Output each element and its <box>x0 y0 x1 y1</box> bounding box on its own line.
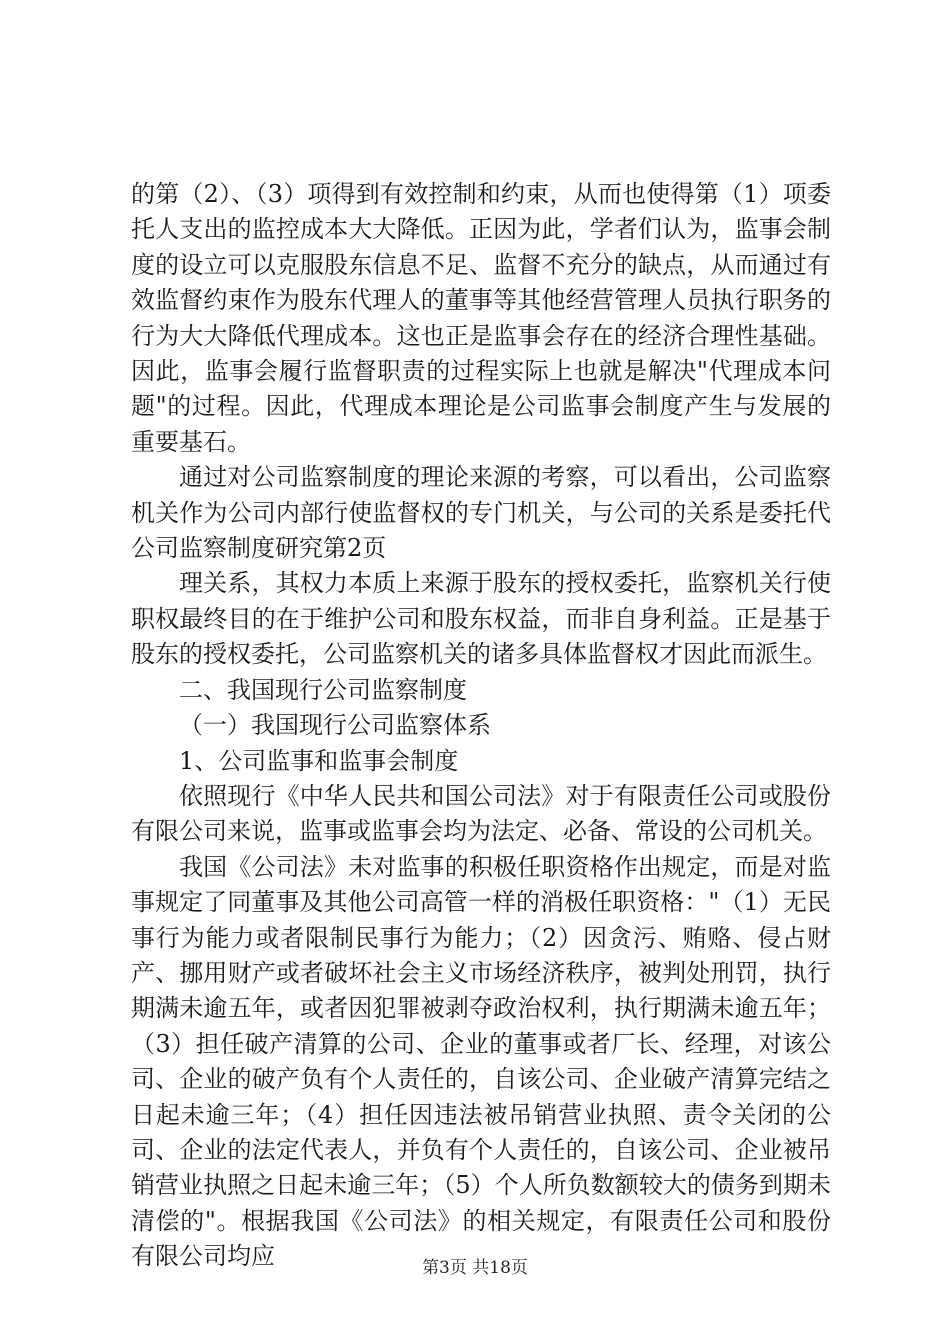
paragraph-3: 理关系，其权力本质上来源于股东的授权委托，监察机关行使职权最终目的在于维护公司和股东权益，而非自身利益。正是基于股东的授权委托，公司监察机关的诸多具体监督权才因此而派生。 <box>131 569 831 669</box>
paragraph-8: 我国《公司法》未对监事的积极任职资格作出规定，而是对监事规定了同董事及其他公司高管一样的消极任职资格："（1）无民事行为能力或者限制民事行为能力；（2）因贪污、贿赂、侵占财产、挪用财产或者破坏社会主义市场经济秩序，被判处刑罚，执行期满未逾五年，或者因犯罪被剥夺政治权利，执行期满未逾五年；（3）担任破产清算的公司、企业的董事或者厂长、经理，对该公司、企业的破产负有个人责任的，自该公司、企业破产清算完结之日起未逾三年；（4）担任因违法被吊销营业执照、责令关闭的公司、企业的法定代表人，并负有个人责任的，自该公司、企业被吊销营业执照之日起未逾三年；（5）个人所负数额较大的债务到期未清偿的"。根据我国《公司法》的相关规定，有限责任公司和股份有限公司均应 <box>131 852 831 1271</box>
paragraph-7: 依照现行《中华人民共和国公司法》对于有限责任公司或股份有限公司来说，监事或监事会均为法定、必备、常设的公司机关。 <box>131 781 831 846</box>
section-heading: 二、我国现行公司监察制度 <box>179 675 467 704</box>
page-footer: 第3页 共18页 <box>422 1258 528 1278</box>
paragraph-1: 的第（2）、（3）项得到有效控制和约束，从而也使得第（1）项委托人支出的监控成本大大降低。正因为此，学者们认为，监事会制度的设立可以克服股东信息不足、监督不充分的缺点，从而通过有效监督约束作为股东代理人的董事等其他经营管理人员执行职务的行为大大降低代理成本。这也正是监事会存在的经济合理性基础。因此，监事会履行监督职责的过程实际上也就是解决"代理成本问题"的过程。因此，代理成本理论是公司监事会制度产生与发展的重要基石。 <box>131 180 831 456</box>
paragraph-2: 通过对公司监察制度的理论来源的考察，可以看出，公司监察机关作为公司内部行使监督权的专门机关，与公司的关系是委托代公司监察制度研究第2页 <box>131 463 831 563</box>
subsection-heading: （一）我国现行公司监察体系 <box>179 711 491 740</box>
document-body <box>131 177 831 1275</box>
subsubsection-heading: 1、公司监事和监事会制度 <box>179 746 459 775</box>
